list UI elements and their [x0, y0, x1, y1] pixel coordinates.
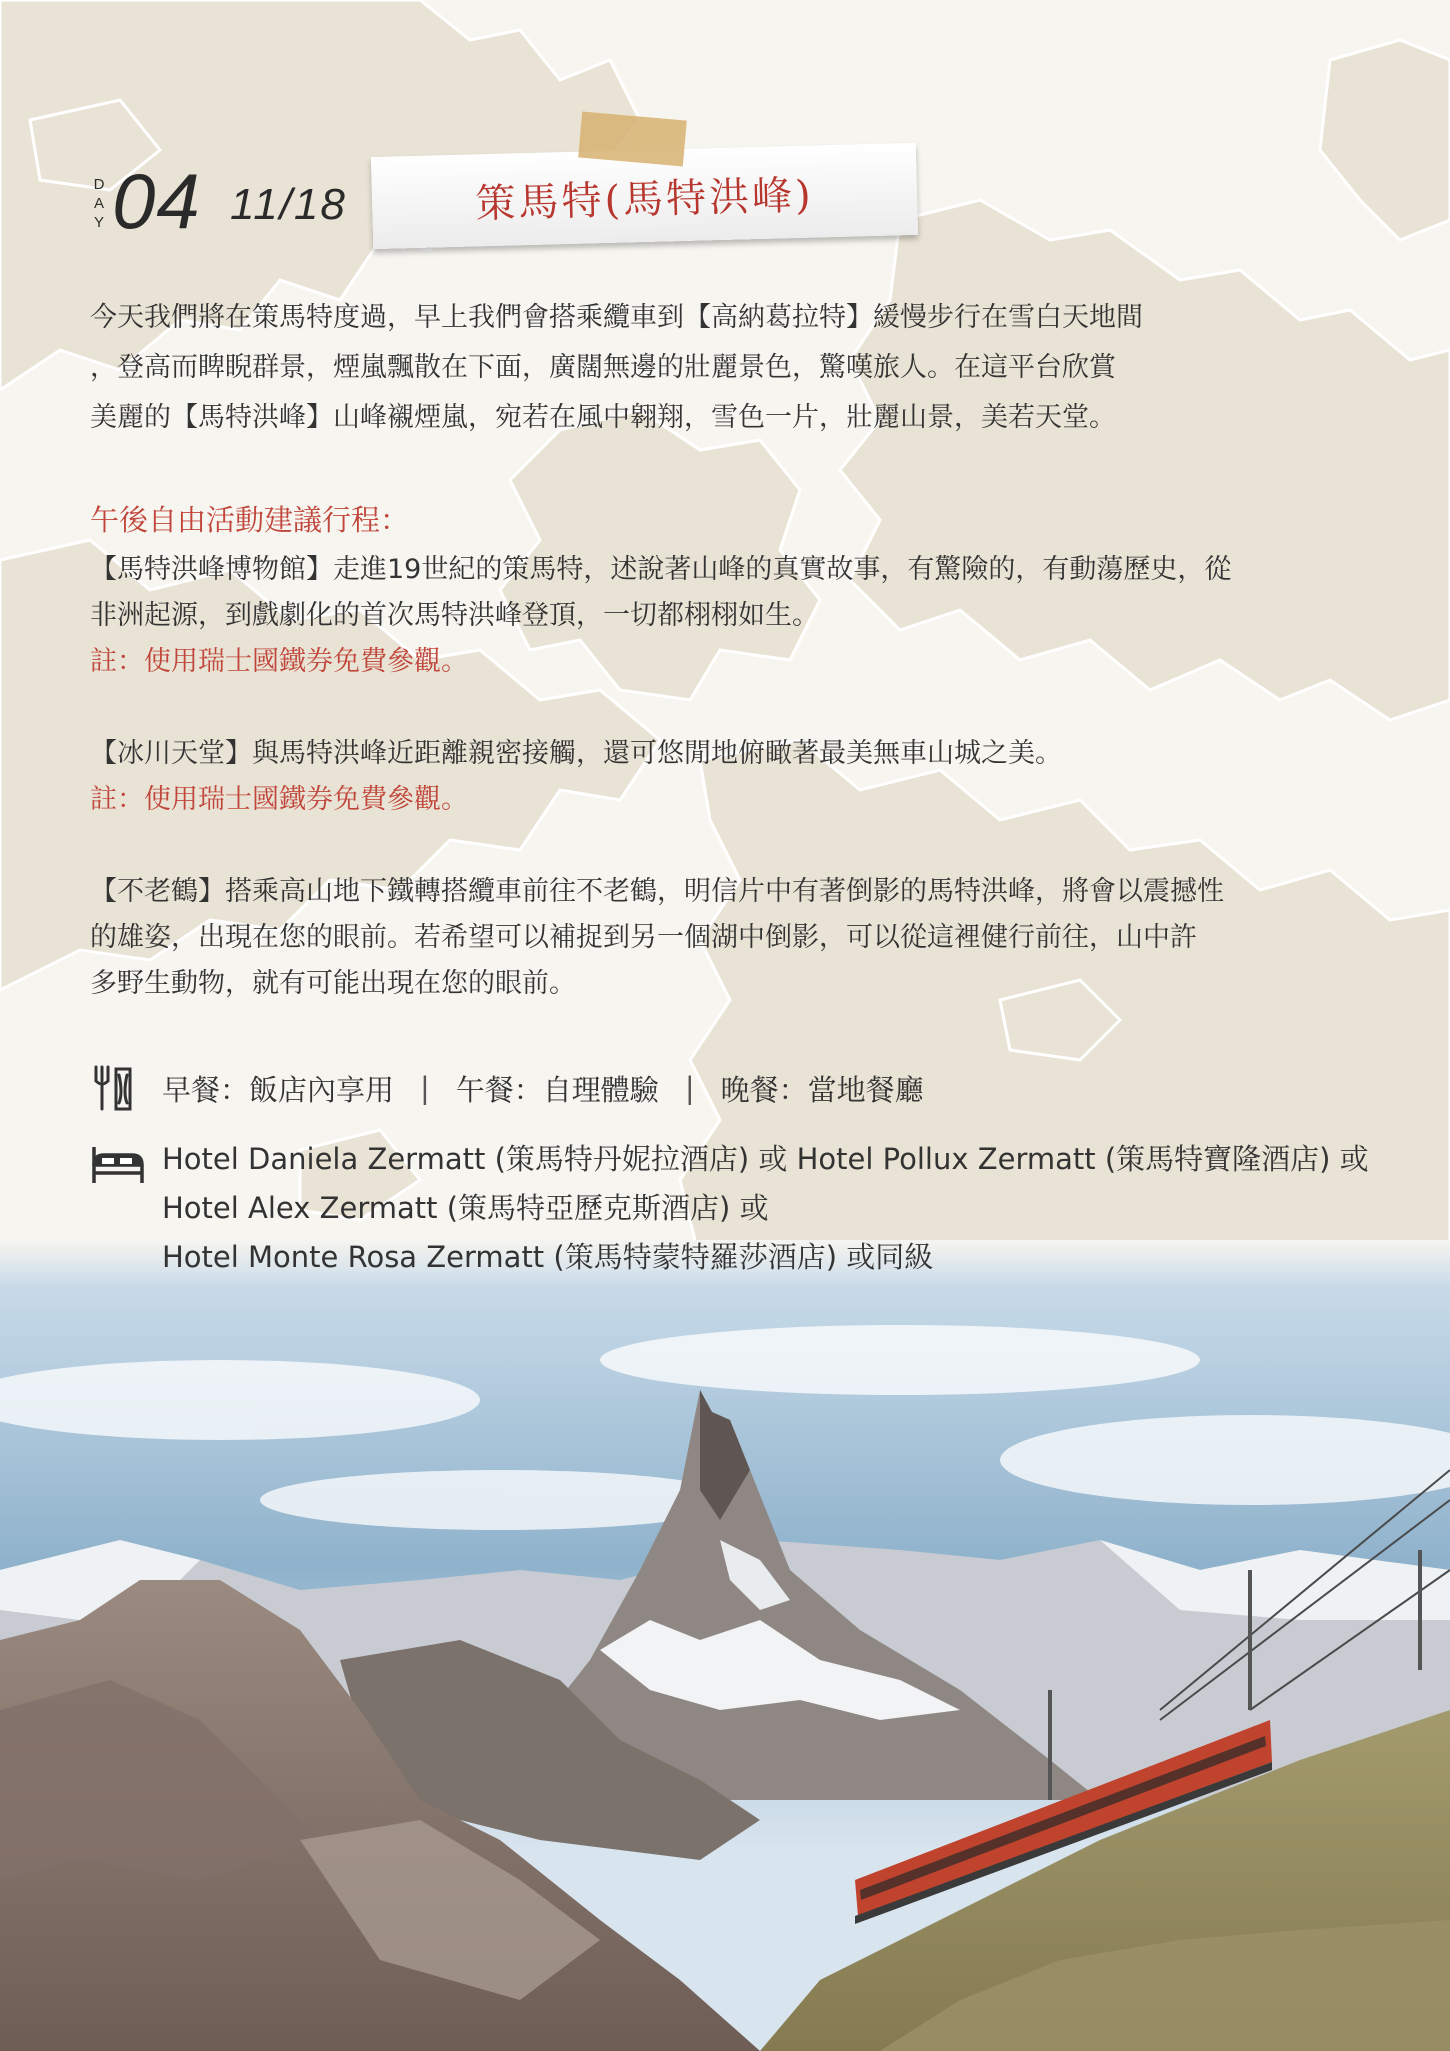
hotel-line: Hotel Monte Rosa Zermatt (策馬特蒙特羅莎酒店) 或同級: [162, 1240, 934, 1274]
intro-paragraph: [90, 293, 1360, 443]
day-label: [90, 175, 108, 232]
itinerary-content: [90, 293, 1360, 1007]
dinner-label: 晚餐：當地餐廳: [720, 1072, 924, 1107]
breakfast-label: 早餐：飯店內享用: [162, 1072, 395, 1107]
day-letter: A: [93, 195, 104, 212]
meals-row: [90, 1060, 924, 1116]
page-title: 策馬特(馬特洪峰): [474, 172, 815, 227]
day-header: [90, 150, 970, 260]
day-number: 04: [112, 157, 201, 245]
meal-separator: |: [684, 1071, 695, 1105]
meal-separator: |: [420, 1071, 430, 1105]
activity-note: 註：使用瑞士國鐵券免費參觀。: [90, 784, 468, 815]
activity-glacier-paradise: [90, 731, 1360, 823]
activity-line: 【馬特洪峰博物館】走進19世紀的策馬特，述說著山峰的真實故事，有驚險的，有動蕩歷史，從: [90, 554, 1232, 585]
hotel-list: [162, 1135, 1369, 1282]
hotel-line: Hotel Alex Zermatt (策馬特亞歷克斯酒店) 或: [162, 1191, 769, 1225]
utensils-icon: [90, 1063, 136, 1113]
activity-line: 多野生動物，就有可能出現在您的眼前。: [90, 968, 576, 999]
afternoon-heading: 午後自由活動建議行程：: [90, 503, 410, 537]
intro-line: 今天我們將在策馬特度過，早上我們會搭乘纜車到【高納葛拉特】緩慢步行在雪白天地間: [90, 302, 1143, 333]
bed-icon: [90, 1143, 146, 1187]
activity-museum: [90, 547, 1360, 685]
intro-line: ，登高而睥睨群景，煙嵐飄散在下面，廣闊無邊的壯麗景色，驚嘆旅人。在這平台欣賞: [90, 352, 1116, 383]
tape-decoration: [578, 112, 687, 167]
intro-line: 美麗的【馬特洪峰】山峰襯煙嵐，宛若在風中翱翔，雪色一片，壯麗山景，美若天堂。: [90, 402, 1116, 433]
day-letter: D: [93, 176, 105, 193]
activity-sunnegga: [90, 869, 1360, 1007]
hotels-row: [90, 1135, 1369, 1282]
lunch-label: 午餐：自理體驗: [455, 1072, 659, 1107]
activity-line: 【不老鶴】搭乘高山地下鐵轉搭纜車前往不老鶴，明信片中有著倒影的馬特洪峰，將會以震撼性: [90, 876, 1224, 907]
day-letter: Y: [93, 214, 104, 231]
activity-note: 註：使用瑞士國鐵券免費參觀。: [90, 646, 468, 677]
activity-line: 的雄姿，出現在您的眼前。若希望可以補捉到另一個湖中倒影，可以從這裡健行前往，山中許: [90, 922, 1197, 953]
hotel-line: Hotel Daniela Zermatt (策馬特丹妮拉酒店) 或 Hotel Pollux Zermatt (策馬特寶隆酒店) 或: [162, 1142, 1369, 1176]
activity-line: 【冰川天堂】與馬特洪峰近距離親密接觸，還可悠閒地俯瞰著最美無車山城之美。: [90, 738, 1062, 769]
day-date: 11/18: [230, 180, 347, 229]
matterhorn-photo: [0, 1240, 1450, 2051]
activity-line: 非洲起源，到戲劇化的首次馬特洪峰登頂，一切都栩栩如生。: [90, 600, 819, 631]
